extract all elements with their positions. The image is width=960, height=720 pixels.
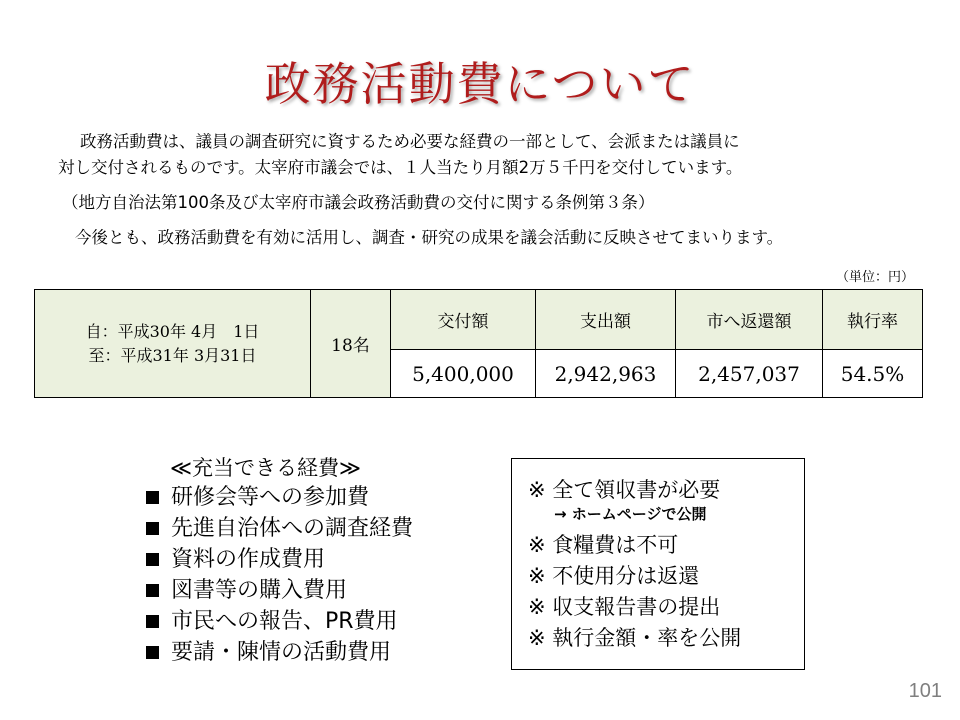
header-returned: 市へ返還額: [676, 290, 823, 350]
expenses-list: [146, 482, 413, 668]
list-item-label: 資料の作成費用: [171, 547, 326, 572]
note-disclosure: ※ 執行金額・率を公開: [528, 626, 742, 650]
list-item-label: 市民への報告、PR費用: [171, 609, 398, 634]
intro-line-3: （地方自治法第100条及び太宰府市議会政務活動費の交付に関する条例第３条）: [62, 193, 655, 212]
period-to: 至：平成31年 3月31日: [88, 345, 257, 365]
note-receipts: ※ 全て領収書が必要: [528, 478, 721, 502]
square-bullet-icon: [146, 491, 159, 504]
page-number: 101: [908, 680, 942, 702]
note-report: ※ 収支報告書の提出: [528, 595, 721, 619]
list-item-label: 先進自治体への調査経費: [171, 516, 414, 541]
header-rate: 執行率: [823, 290, 923, 350]
expenses-heading: ≪充当できる経費≫: [170, 456, 361, 480]
value-spent: 2,942,963: [536, 350, 676, 398]
period-cell: [35, 290, 311, 398]
intro-line-1: 政務活動費は、議員の調査研究に資するため必要な経費の一部として、会派または議員に: [80, 132, 740, 151]
square-bullet-icon: [146, 584, 159, 597]
summary-table: [34, 289, 923, 398]
notes-box: [511, 458, 805, 670]
intro-line-4: 今後とも、政務活動費を有効に活用し、調査・研究の成果を議会活動に反映させてまいります。: [75, 228, 784, 247]
note-food: ※ 食糧費は不可: [528, 533, 679, 557]
value-returned: 2,457,037: [676, 350, 823, 398]
list-item-label: 要請・陳情の活動費用: [171, 640, 392, 665]
list-item: [146, 575, 413, 606]
list-item: [146, 482, 413, 513]
value-rate: 54.5%: [823, 350, 923, 398]
square-bullet-icon: [146, 646, 159, 659]
value-grant: 5,400,000: [391, 350, 536, 398]
note-receipts-sub: → ホームページで公開: [554, 505, 707, 523]
period-from: 自：平成30年 4月 1日: [85, 321, 260, 341]
list-item: [146, 606, 413, 637]
page-title: 政務活動費について: [264, 57, 696, 111]
list-item: [146, 544, 413, 575]
square-bullet-icon: [146, 615, 159, 628]
members-count: 18名: [311, 290, 391, 398]
intro-line-2: 対し交付されるものです。太宰府市議会では、１人当たり月額2万５千円を交付しています。: [58, 158, 743, 177]
list-item: [146, 637, 413, 668]
header-grant: 交付額: [391, 290, 536, 350]
square-bullet-icon: [146, 553, 159, 566]
list-item-label: 研修会等への参加費: [171, 485, 370, 510]
unit-note: （単位：円）: [835, 270, 914, 285]
note-unused: ※ 不使用分は返還: [528, 564, 700, 588]
square-bullet-icon: [146, 522, 159, 535]
header-spent: 支出額: [536, 290, 676, 350]
list-item-label: 図書等の購入費用: [171, 578, 348, 603]
list-item: [146, 513, 413, 544]
